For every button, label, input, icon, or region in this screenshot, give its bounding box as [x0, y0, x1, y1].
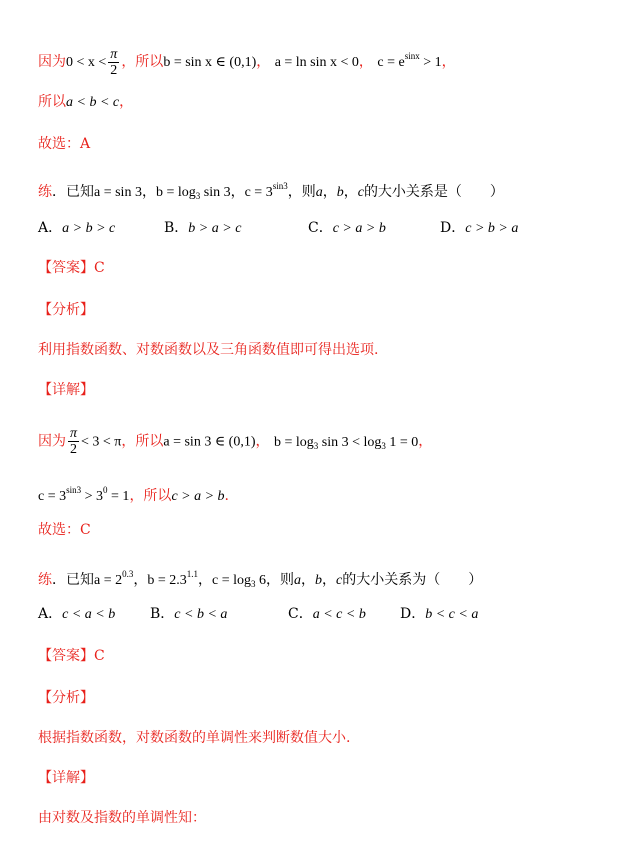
option-c[interactable]: C．a < c < b: [288, 606, 366, 622]
option-c[interactable]: C．c > a > b: [308, 220, 386, 236]
option-a[interactable]: A．a > b > c: [38, 220, 116, 236]
math-order: a < b < c: [66, 95, 120, 110]
math-power-b: $b = 2.3^{1.1}$: [147, 569, 199, 588]
math-log: $b = \log_3 \sin 3$: [155, 185, 231, 201]
exercise-2-question: 练．已知$a = 2^{0.3}$，$b = 2.3^{1.1}$，$c = \log_3 6$，则a，b，c的大小关系为（ ）: [38, 569, 483, 589]
analysis-heading-1: 【分析】: [38, 302, 94, 318]
choose-answer-1: 故选：A: [38, 136, 91, 152]
math-power-compare: $c = 3^{sin3} > 3^0 = 1$: [38, 485, 130, 504]
detail-line-2: $c = 3^{sin3} > 3^0 = 1$，所以c > a > b.: [38, 485, 229, 504]
option-d[interactable]: D．b < c < a: [400, 606, 479, 622]
option-b[interactable]: B．c < b < a: [150, 606, 228, 622]
answer-heading-1: 【答案】C: [38, 260, 105, 276]
detail-heading-2: 【详解】: [38, 770, 94, 786]
exercise-label: 练: [38, 184, 52, 200]
math-c-value: $c = e^{sinx} > 1$: [377, 51, 442, 70]
detail-line-1: 因为 $\frac{\pi}{2}$ < 3 < π，所以a = sin 3 ∈ (0,1)， $b = \log_3 \sin 3 < \log_3 1 = 0$，: [38, 426, 433, 457]
option-d[interactable]: D．c > b > a: [440, 220, 519, 236]
exercise-1-question: 练．已知a = sin 3，$b = \log_3 \sin 3$，$c = 3^{sin3}$，则a，b，c的大小关系是（ ）: [38, 181, 504, 201]
math-condition: 0 < x <: [66, 55, 107, 70]
math-power: $c = 3^{sin3}$: [244, 181, 288, 200]
math-log-c: $c = \log_3 6$: [212, 573, 267, 589]
choose-answer-2: 故选：C: [38, 522, 91, 538]
math-a-value: a = ln sin x < 0: [274, 55, 359, 70]
math-power-a: $a = 2^{0.3}$: [94, 569, 134, 588]
analysis-heading-2: 【分析】: [38, 690, 94, 706]
detail-heading-1: 【详解】: [38, 382, 94, 398]
analysis-text-1: 利用指数函数、对数函数以及三角函数值即可得出选项.: [38, 342, 379, 358]
answer-heading-2: 【答案】C: [38, 648, 105, 664]
analysis-text-2: 根据指数函数，对数函数的单调性来判断数值大小.: [38, 730, 351, 746]
option-b[interactable]: B．b > a > c: [164, 220, 242, 236]
solution-line-1: 因为0 < x < $\frac{\pi}{2}$ ，所以b = sin x ∈ (0,1)， a = ln sin x < 0， $c = e^{sinx} > 1$，: [38, 46, 456, 78]
solution-line-2: 所以a < b < c，: [38, 94, 134, 110]
fraction-pi-over-2: $\frac{\pi}{2}$: [70, 426, 78, 457]
fraction-pi-over-2: $\frac{\pi}{2}$: [110, 46, 118, 78]
math-log-compare: $b = \log_3 \sin 3 < \log_3 1 = 0$: [273, 434, 419, 451]
option-a[interactable]: A．c < a < b: [38, 606, 116, 622]
exercise-label: 练: [38, 572, 52, 588]
math-b-range: b = sin x ∈ (0,1): [163, 55, 257, 70]
detail-line-3: 由对数及指数的单调性知：: [38, 810, 206, 826]
